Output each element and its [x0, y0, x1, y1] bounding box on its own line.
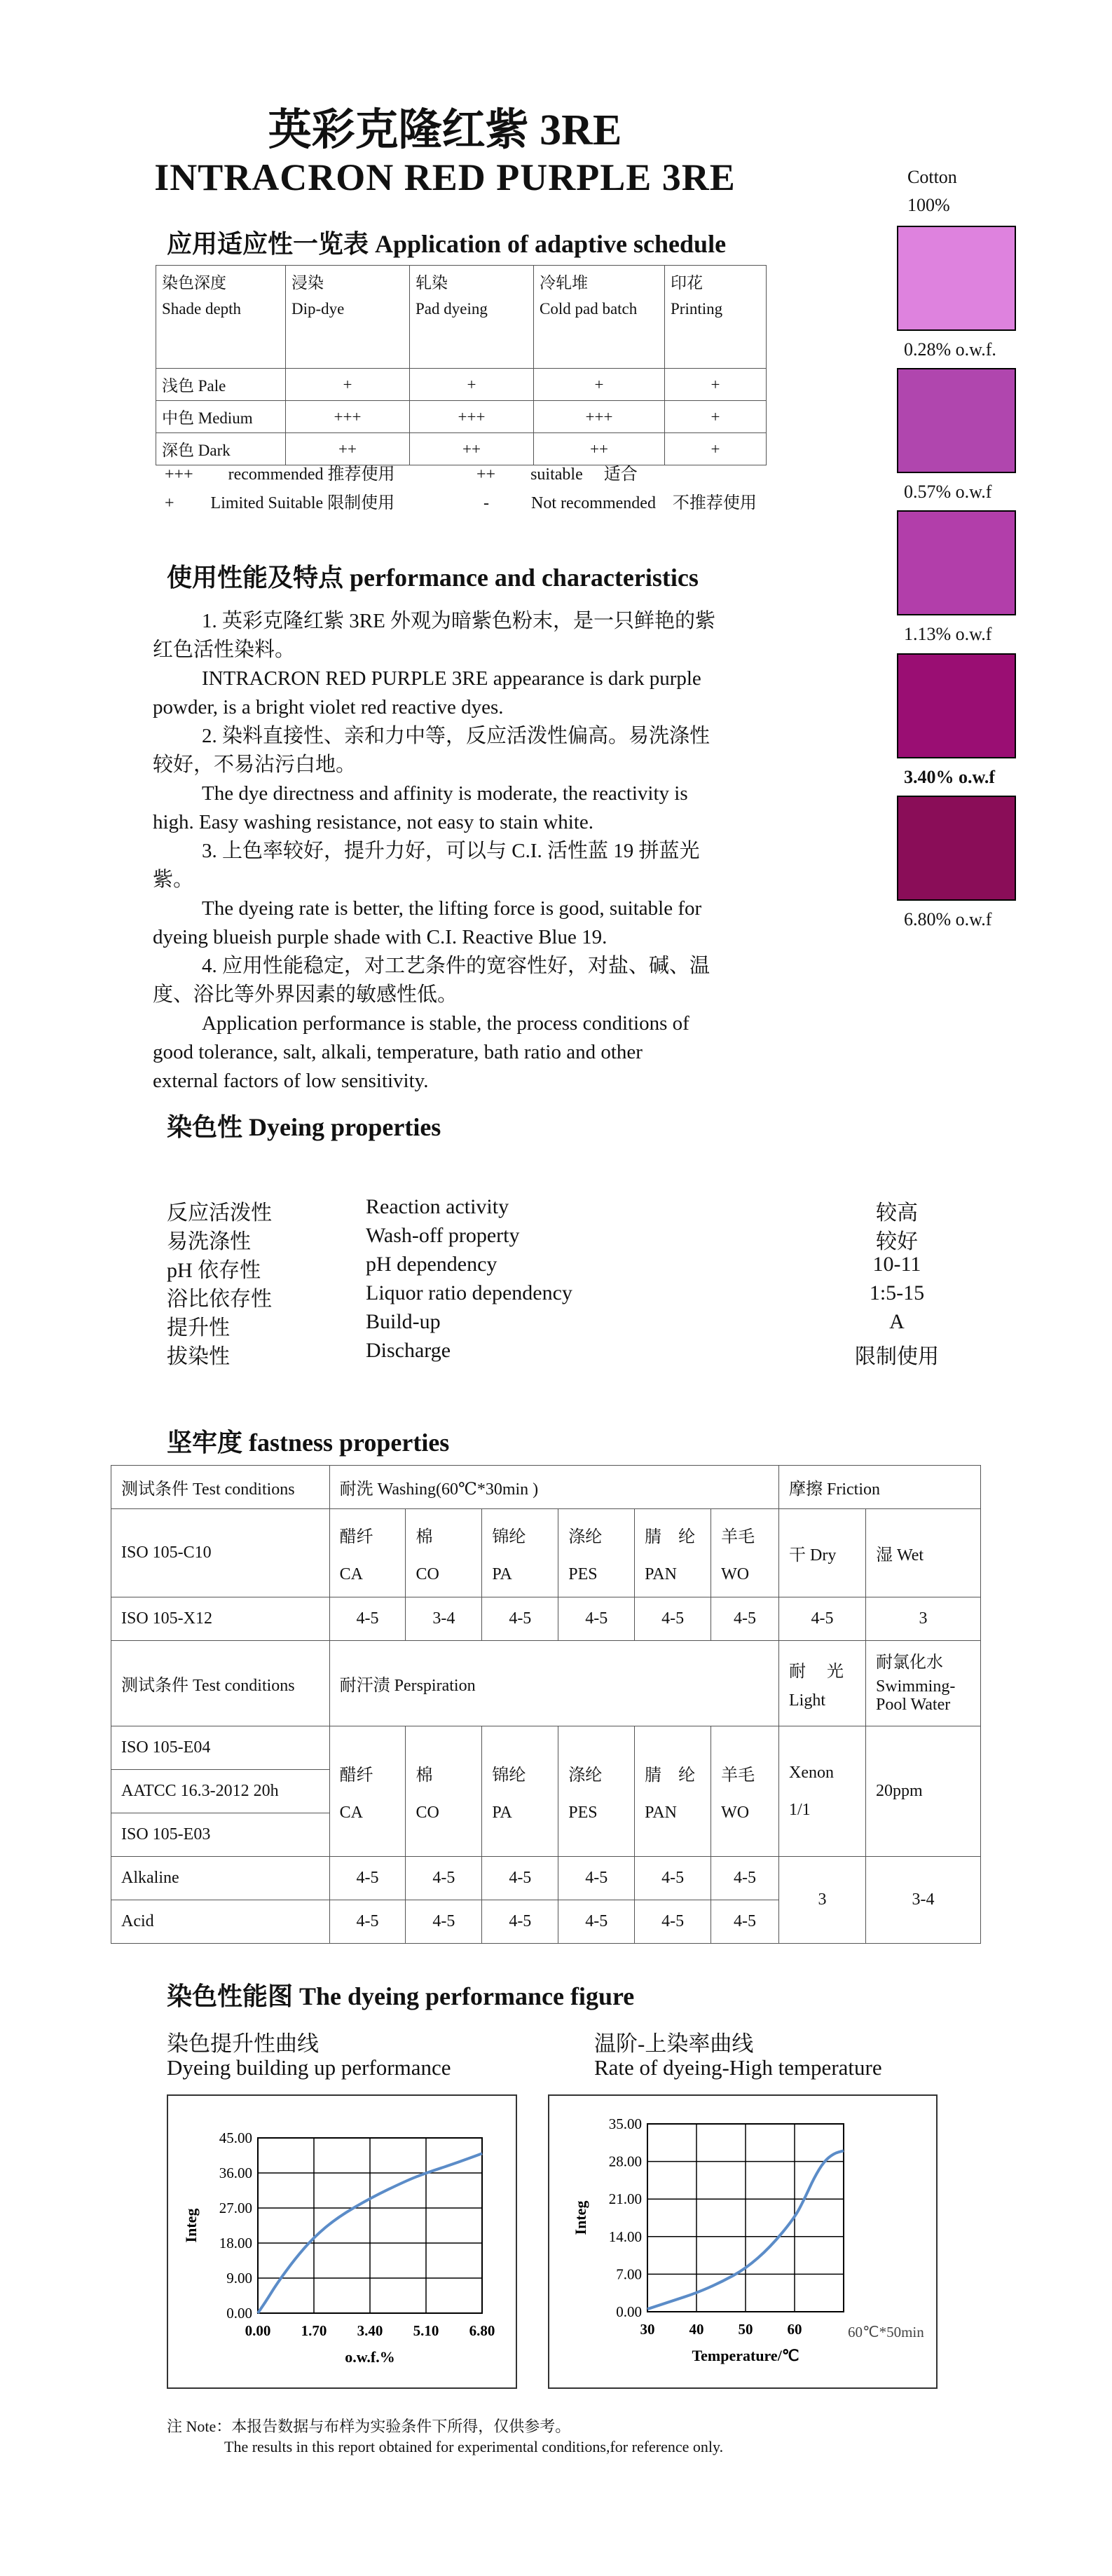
- property-value: 1:5-15: [869, 1281, 925, 1304]
- property-en: Liquor ratio dependency: [366, 1281, 572, 1304]
- property-cn: 拔染性: [167, 1345, 230, 1368]
- washing-label: 耐洗 Washing(60℃*30min ): [329, 1466, 778, 1509]
- wash-fiber-wo: 羊毛 WO: [711, 1509, 779, 1597]
- perspiration-fiber-co: 棉 CO: [406, 1726, 482, 1857]
- paragraph-line: 3. 上色率较好，提升力好，可以与 C.I. 活性蓝 19 拼蓝光: [202, 840, 700, 862]
- rating-cell: +: [665, 433, 767, 465]
- rating-cell: +: [534, 369, 665, 401]
- paragraph-line: dyeing blueish purple shade with C.I. Reactive Blue 19.: [153, 926, 608, 948]
- perspiration-fiber-ca: 醋纤 CA: [329, 1726, 406, 1857]
- y-tick-label: 0.00: [616, 2303, 642, 2320]
- x12-value: 3: [865, 1597, 980, 1641]
- alkaline-value: 4-5: [329, 1857, 406, 1900]
- left-chart-label-cn: 染色提升性曲线: [167, 2031, 319, 2056]
- paragraph-line: 2. 染料直接性、亲和力中等，反应活泼性偏高。易洗涤性: [202, 725, 711, 747]
- alkaline-label: Alkaline: [111, 1857, 330, 1900]
- property-cn: 提升性: [167, 1316, 230, 1340]
- application-row: [156, 401, 767, 433]
- alkaline-value: 4-5: [406, 1857, 482, 1900]
- rating-cell: +: [665, 401, 767, 433]
- paragraph-line: powder, is a bright violet red reactive dyes.: [153, 696, 504, 718]
- dry-label: 干 Dry: [779, 1509, 866, 1597]
- property-cn: 反应活泼性: [167, 1201, 272, 1225]
- x-tick-label: 5.10: [413, 2322, 439, 2339]
- header-cold-pad-batch: 冷轧堆 Cold pad batch: [534, 266, 665, 369]
- x-tick-label: 40: [689, 2321, 704, 2338]
- rating-cell: +++: [286, 401, 410, 433]
- legend-not-recommended: - Not recommended 不推荐使用: [483, 494, 757, 512]
- ppm-cell: 20ppm: [865, 1726, 980, 1857]
- cotton-label: Cotton: [907, 167, 957, 187]
- x-tick-label: 0.00: [245, 2322, 271, 2339]
- title-cn: 英彩克隆红紫 3RE: [268, 107, 622, 154]
- rating-cell: +: [286, 369, 410, 401]
- row-label: 浅色 Pale: [156, 369, 286, 401]
- row-label: 深色 Dark: [156, 433, 286, 465]
- y-tick-label: 18.00: [219, 2235, 252, 2251]
- chart-annotation: 60℃*50min: [848, 2324, 924, 2340]
- legend-recommended: +++ recommended 推荐使用: [165, 465, 395, 484]
- swatch-label-0: 0.28% o.w.f.: [904, 339, 996, 360]
- y-tick-label: 21.00: [608, 2190, 642, 2208]
- aatcc: AATCC 16.3-2012 20h: [111, 1770, 330, 1813]
- y-tick-label: 0.00: [226, 2305, 252, 2322]
- acid-value: 4-5: [406, 1900, 482, 1944]
- perspiration-fiber-pes: 涤纶 PES: [558, 1726, 635, 1857]
- light-value: 3: [779, 1857, 866, 1944]
- property-value: 10-11: [872, 1253, 921, 1276]
- y-tick-label: 27.00: [219, 2200, 252, 2216]
- swatch-4: [897, 796, 1016, 901]
- perspiration-fiber-pa: 锦纶 PA: [482, 1726, 558, 1857]
- wash-fiber-pan: 腈 纶 PAN: [635, 1509, 711, 1597]
- note-en: The results in this report obtained for experimental conditions,for reference only.: [224, 2438, 724, 2455]
- build-up-chart: [168, 2096, 516, 2387]
- chlorine-value: 3-4: [865, 1857, 980, 1944]
- property-en: pH dependency: [366, 1253, 497, 1276]
- acid-value: 4-5: [482, 1900, 558, 1944]
- light-label: 耐 光 Light: [779, 1641, 866, 1726]
- property-cn: 易洗涤性: [167, 1230, 251, 1253]
- x-axis-label: Temperature/℃: [692, 2347, 799, 2364]
- property-cn: pH 依存性: [167, 1259, 261, 1282]
- fastness-heading: 坚牢度 fastness properties: [167, 1429, 450, 1457]
- legend-limited: + Limited Suitable 限制使用: [165, 494, 395, 512]
- right-chart-label-en: Rate of dyeing-High temperature: [594, 2055, 882, 2080]
- legend-suitable: ++ suitable 适合: [476, 465, 638, 484]
- header-dip-dye: 浸染 Dip-dye: [286, 266, 410, 369]
- wash-fiber-pa: 锦纶 PA: [482, 1509, 558, 1597]
- property-en: Wash-off property: [366, 1224, 520, 1247]
- y-axis-label: Integ: [182, 2208, 200, 2243]
- x-tick-label: 30: [640, 2321, 655, 2338]
- friction-label: 摩擦 Friction: [779, 1466, 981, 1509]
- y-tick-label: 9.00: [226, 2270, 252, 2287]
- title-en: INTRACRON RED PURPLE 3RE: [154, 156, 736, 198]
- note-cn: 注 Note：本报告数据与布样为实验条件下所得，仅供参考。: [167, 2418, 571, 2435]
- swatch-label-2: 1.13% o.w.f: [904, 624, 992, 644]
- x12-value: 4-5: [482, 1597, 558, 1641]
- perspiration-fiber-wo: 羊毛 WO: [711, 1726, 779, 1857]
- swatch-2: [897, 510, 1016, 615]
- x-tick-label: 50: [738, 2321, 753, 2338]
- rating-cell: +++: [534, 401, 665, 433]
- property-en: Reaction activity: [366, 1195, 509, 1218]
- performance-text: [153, 607, 769, 1096]
- wash-fiber-ca: 醋纤 CA: [329, 1509, 406, 1597]
- property-en: Build-up: [366, 1310, 441, 1333]
- paragraph-line: 红色活性染料。: [153, 639, 296, 661]
- x12-value: 3-4: [406, 1597, 482, 1641]
- right-chart-label-cn: 温阶-上染率曲线: [594, 2031, 754, 2056]
- y-tick-label: 35.00: [608, 2115, 642, 2132]
- x12-value: 4-5: [635, 1597, 711, 1641]
- y-tick-label: 45.00: [219, 2129, 252, 2146]
- acid-value: 4-5: [711, 1900, 779, 1944]
- paragraph-line: Application performance is stable, the process conditions of: [202, 1012, 689, 1035]
- xenon-cell: Xenon 1/1: [779, 1726, 866, 1857]
- figure-heading: 染色性能图 The dyeing performance figure: [167, 1982, 635, 2010]
- acid-label: Acid: [111, 1900, 330, 1944]
- acid-value: 4-5: [635, 1900, 711, 1944]
- y-tick-label: 7.00: [616, 2265, 642, 2283]
- iso-e03: ISO 105-E03: [111, 1813, 330, 1857]
- rating-cell: ++: [410, 433, 534, 465]
- property-value: 较高: [876, 1201, 918, 1225]
- paragraph-line: 度、浴比等外界因素的敏感性低。: [153, 983, 458, 1006]
- rating-cell: ++: [286, 433, 410, 465]
- rating-cell: ++: [534, 433, 665, 465]
- paragraph-line: high. Easy washing resistance, not easy to stain white.: [153, 811, 594, 833]
- paragraph-line: 1. 英彩克隆红紫 3RE 外观为暗紫色粉末，是一只鲜艳的紫: [202, 610, 716, 632]
- x12-value: 4-5: [329, 1597, 406, 1641]
- alkaline-value: 4-5: [558, 1857, 635, 1900]
- x12-value: 4-5: [779, 1597, 866, 1641]
- swatch-label-3: 3.40% o.w.f: [904, 767, 995, 787]
- x-axis-label: o.w.f.%: [345, 2348, 395, 2366]
- test-conditions-label-2: 测试条件 Test conditions: [111, 1641, 330, 1726]
- paragraph-line: The dye directness and affinity is moderate, the reactivity is: [202, 782, 688, 805]
- wash-fiber-pes: 涤纶 PES: [558, 1509, 635, 1597]
- application-heading: 应用适应性一览表 Application of adaptive schedule: [167, 230, 727, 258]
- temperature-chart: [549, 2096, 936, 2387]
- alkaline-value: 4-5: [711, 1857, 779, 1900]
- acid-value: 4-5: [558, 1900, 635, 1944]
- swatch-label-1: 0.57% o.w.f: [904, 482, 992, 502]
- rating-cell: +: [410, 369, 534, 401]
- swatch-3: [897, 653, 1016, 758]
- alkaline-value: 4-5: [482, 1857, 558, 1900]
- swatch-0: [897, 226, 1016, 331]
- temperature-chart-frame: [548, 2094, 938, 2389]
- y-tick-label: 28.00: [608, 2153, 642, 2170]
- dyeing-properties-heading: 染色性 Dyeing properties: [167, 1113, 441, 1141]
- application-row: [156, 369, 767, 401]
- rating-cell: +++: [410, 401, 534, 433]
- paragraph-line: 紫。: [153, 868, 194, 891]
- chlorine-label: 耐氯化水 Swimming-Pool Water: [865, 1641, 980, 1726]
- y-tick-label: 14.00: [608, 2228, 642, 2245]
- y-tick-label: 36.00: [219, 2165, 252, 2181]
- x12-value: 4-5: [711, 1597, 779, 1641]
- property-value: A: [889, 1310, 905, 1333]
- build-up-chart-frame: [167, 2094, 517, 2389]
- iso-c10: ISO 105-C10: [111, 1509, 330, 1597]
- row-label: 中色 Medium: [156, 401, 286, 433]
- cotton-percent: 100%: [907, 195, 950, 215]
- header-shade-depth: 染色深度 Shade depth: [156, 266, 286, 369]
- property-cn: 浴比依存性: [167, 1288, 272, 1311]
- rating-cell: +: [665, 369, 767, 401]
- x-tick-label: 3.40: [357, 2322, 383, 2339]
- y-axis-label: Integ: [572, 2200, 589, 2235]
- header-pad-dyeing: 轧染 Pad dyeing: [410, 266, 534, 369]
- test-conditions-label: 测试条件 Test conditions: [111, 1466, 330, 1509]
- iso-e04: ISO 105-E04: [111, 1726, 330, 1770]
- wet-label: 湿 Wet: [865, 1509, 980, 1597]
- paragraph-line: external factors of low sensitivity.: [153, 1070, 429, 1092]
- fastness-table: [111, 1465, 981, 1944]
- header-printing: 印花 Printing: [665, 266, 767, 369]
- paragraph-line: The dyeing rate is better, the lifting force is good, suitable for: [202, 897, 702, 920]
- x-tick-label: 6.80: [469, 2322, 495, 2339]
- x-tick-label: 1.70: [301, 2322, 327, 2339]
- property-value: 限制使用: [855, 1345, 939, 1368]
- swatch-label-4: 6.80% o.w.f: [904, 909, 992, 929]
- application-table: [156, 265, 767, 465]
- paragraph-line: INTRACRON RED PURPLE 3RE appearance is dark purple: [202, 667, 701, 690]
- perspiration-label: 耐汗渍 Perspiration: [329, 1641, 778, 1726]
- paragraph-line: good tolerance, salt, alkali, temperature, bath ratio and other: [153, 1041, 643, 1063]
- property-value: 较好: [876, 1230, 918, 1253]
- performance-heading: 使用性能及特点 performance and characteristics: [167, 564, 699, 592]
- property-en: Discharge: [366, 1339, 451, 1362]
- alkaline-value: 4-5: [635, 1857, 711, 1900]
- acid-value: 4-5: [329, 1900, 406, 1944]
- paragraph-line: 4. 应用性能稳定，对工艺条件的宽容性好，对盐、碱、温: [202, 955, 711, 977]
- x-tick-label: 60: [787, 2321, 802, 2338]
- swatch-1: [897, 368, 1016, 473]
- perspiration-fiber-pan: 腈 纶 PAN: [635, 1726, 711, 1857]
- iso-x12: ISO 105-X12: [111, 1597, 330, 1641]
- x12-value: 4-5: [558, 1597, 635, 1641]
- left-chart-label-en: Dyeing building up performance: [167, 2055, 451, 2080]
- wash-fiber-co: 棉 CO: [406, 1509, 482, 1597]
- paragraph-line: 较好，不易沾污白地。: [153, 754, 357, 776]
